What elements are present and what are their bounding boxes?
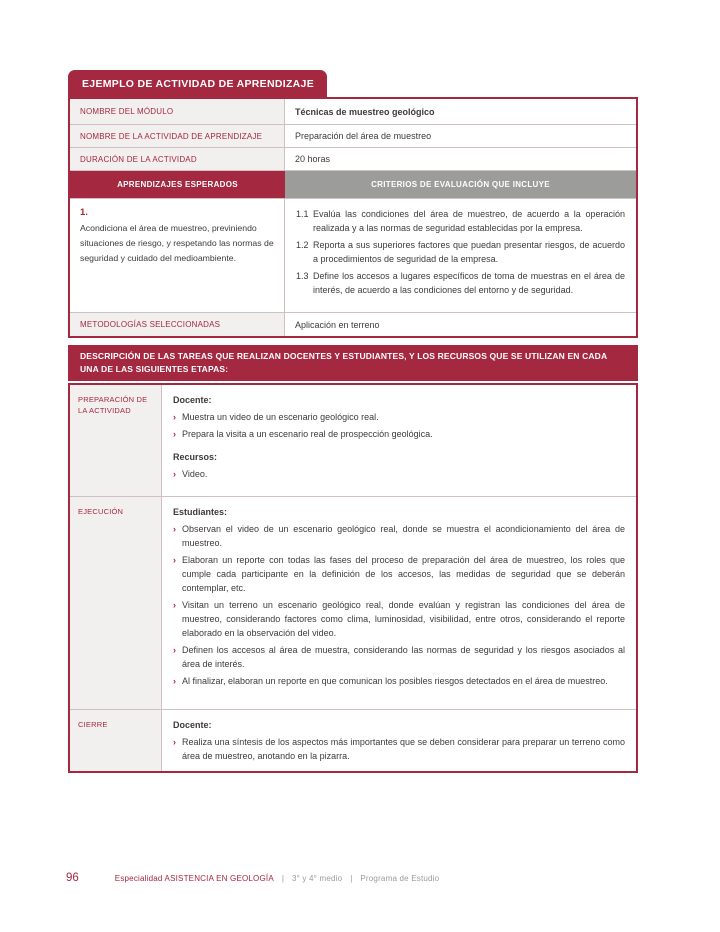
evaluation-criteria-cell bbox=[285, 199, 636, 312]
stage-label: CIERRE bbox=[70, 710, 162, 771]
stage-content bbox=[162, 385, 636, 496]
page-footer bbox=[66, 872, 666, 884]
list-item bbox=[173, 410, 625, 424]
stage-label: PREPARACIÓN DE LA ACTIVIDAD bbox=[70, 385, 162, 496]
list-item bbox=[173, 674, 625, 688]
learning-content-row bbox=[70, 198, 636, 312]
stages-table bbox=[68, 383, 638, 773]
chevron-bullet-icon: › bbox=[173, 737, 176, 747]
stage-row-preparation bbox=[70, 385, 636, 496]
list-item-text: Elaboran un reporte con todas las fases del proceso de preparación del área de muestreo, los roles que cumple cada participante en la definición de los accesos, las medidas de seguridad que se deberán contemplar, etc. bbox=[182, 555, 625, 593]
chevron-bullet-icon: › bbox=[173, 469, 176, 479]
field-label: NOMBRE DE LA ACTIVIDAD DE APRENDIZAJE bbox=[70, 125, 285, 147]
list-item bbox=[173, 427, 625, 441]
page-number: 96 bbox=[66, 872, 79, 884]
list-item bbox=[173, 735, 625, 763]
list-item-text: Observan el video de un escenario geológico real, donde se muestra el acondicionamiento del área de muestreo. bbox=[182, 524, 625, 548]
field-label: METODOLOGÍAS SELECCIONADAS bbox=[70, 313, 285, 336]
footer-grade: 3° y 4° medio bbox=[291, 874, 343, 883]
list-item-text: Muestra un video de un escenario geológico real. bbox=[182, 412, 379, 422]
expected-learning-header: APRENDIZAJES ESPERADOS bbox=[70, 171, 285, 198]
stage-content bbox=[162, 710, 636, 771]
chevron-bullet-icon: › bbox=[173, 645, 176, 655]
list-item-text: Al finalizar, elaboran un reporte en que comunican los posibles riesgos detectados en el área de muestreo. bbox=[182, 676, 608, 686]
table-row-methodology bbox=[70, 312, 636, 336]
table-header-row bbox=[70, 170, 636, 198]
criterion-number: 1.1 bbox=[296, 209, 309, 219]
group-heading: Estudiantes: bbox=[173, 507, 228, 517]
resources-group bbox=[173, 450, 625, 481]
expected-learning-cell bbox=[70, 199, 285, 312]
stage-row-closing bbox=[70, 709, 636, 771]
tasks-description-banner: DESCRIPCIÓN DE LAS TAREAS QUE REALIZAN DOCENTES Y ESTUDIANTES, Y LOS RECURSOS QUE SE UTILIZAN EN CADA UNA DE LAS SIGUIENTES ETAPAS: bbox=[68, 345, 638, 381]
field-label: DURACIÓN DE LA ACTIVIDAD bbox=[70, 148, 285, 170]
page-title: EJEMPLO DE ACTIVIDAD DE APRENDIZAJE bbox=[68, 70, 327, 97]
list-item-text: Realiza una síntesis de los aspectos más importantes que se deben considerar para preparar un terreno como área de muestreo, anotando en la pizarra. bbox=[182, 737, 625, 761]
table-row-duration bbox=[70, 147, 636, 170]
list-item bbox=[173, 643, 625, 671]
footer-separator: | bbox=[281, 874, 284, 883]
list-item-text: Visitan un terreno un escenario geológico real, donde evalúan y registran las condiciones del área de muestreo, considerando factores como clima, luminosidad, visibilidad, entre otros, considerando el reporte elaborado en la observación del video. bbox=[182, 600, 625, 638]
evaluation-criteria-header: CRITERIOS DE EVALUACIÓN QUE INCLUYE bbox=[285, 171, 636, 198]
stage-label: EJECUCIÓN bbox=[70, 497, 162, 709]
page-content bbox=[68, 70, 638, 773]
chevron-bullet-icon: › bbox=[173, 676, 176, 686]
chevron-bullet-icon: › bbox=[173, 524, 176, 534]
list-item-text: Video. bbox=[182, 469, 208, 479]
criterion-item bbox=[296, 207, 625, 235]
list-item-text: Definen los accesos al área de muestra, considerando las normas de seguridad y los riesgos asociados al área de interés. bbox=[182, 645, 625, 669]
stage-content bbox=[162, 497, 636, 709]
field-value: 20 horas bbox=[295, 154, 331, 164]
chevron-bullet-icon: › bbox=[173, 429, 176, 439]
list-item bbox=[173, 598, 625, 640]
activity-info-table bbox=[68, 97, 638, 338]
actor-group bbox=[173, 718, 625, 763]
group-heading: Docente: bbox=[173, 395, 212, 405]
field-value: Técnicas de muestreo geológico bbox=[295, 106, 435, 117]
group-heading: Docente: bbox=[173, 720, 212, 730]
list-item bbox=[173, 553, 625, 595]
criterion-text: Evalúa las condiciones del área de muestreo, de acuerdo a la operación realizada y a las normas de seguridad establecidas por la empresa. bbox=[313, 209, 625, 233]
group-heading: Recursos: bbox=[173, 452, 218, 462]
chevron-bullet-icon: › bbox=[173, 555, 176, 565]
criterion-number: 1.2 bbox=[296, 240, 309, 250]
criterion-text: Reporta a sus superiores factores que puedan presentar riesgos, de acuerdo a procedimientos de seguridad de la empresa. bbox=[313, 240, 625, 264]
table-row-activity-name bbox=[70, 124, 636, 147]
expected-learning-number: 1. bbox=[80, 207, 88, 218]
list-item bbox=[173, 467, 625, 481]
table-row-module bbox=[70, 99, 636, 124]
chevron-bullet-icon: › bbox=[173, 412, 176, 422]
criterion-text: Define los accesos a lugares específicos de toma de muestras en el área de interés, de acuerdo a las condiciones del entorno y de seguridad. bbox=[313, 271, 625, 295]
footer-program: Programa de Estudio bbox=[360, 874, 440, 883]
actor-group bbox=[173, 505, 625, 688]
list-item-text: Prepara la visita a un escenario real de prospección geológica. bbox=[182, 429, 433, 439]
footer-specialty: Especialidad ASISTENCIA EN GEOLOGÍA bbox=[114, 874, 274, 883]
list-item bbox=[173, 522, 625, 550]
criterion-item bbox=[296, 238, 625, 266]
stage-row-execution bbox=[70, 496, 636, 709]
chevron-bullet-icon: › bbox=[173, 600, 176, 610]
field-value: Aplicación en terreno bbox=[295, 319, 380, 330]
field-value: Preparación del área de muestreo bbox=[295, 131, 432, 141]
criterion-item bbox=[296, 269, 625, 297]
expected-learning-text: Acondiciona el área de muestreo, previniendo situaciones de riesgo, y respetando las normas de seguridad y cuidado del medioambiente. bbox=[80, 223, 274, 263]
footer-separator: | bbox=[350, 874, 353, 883]
actor-group bbox=[173, 393, 625, 441]
field-label: NOMBRE DEL MÓDULO bbox=[70, 99, 285, 124]
criterion-number: 1.3 bbox=[296, 271, 309, 281]
